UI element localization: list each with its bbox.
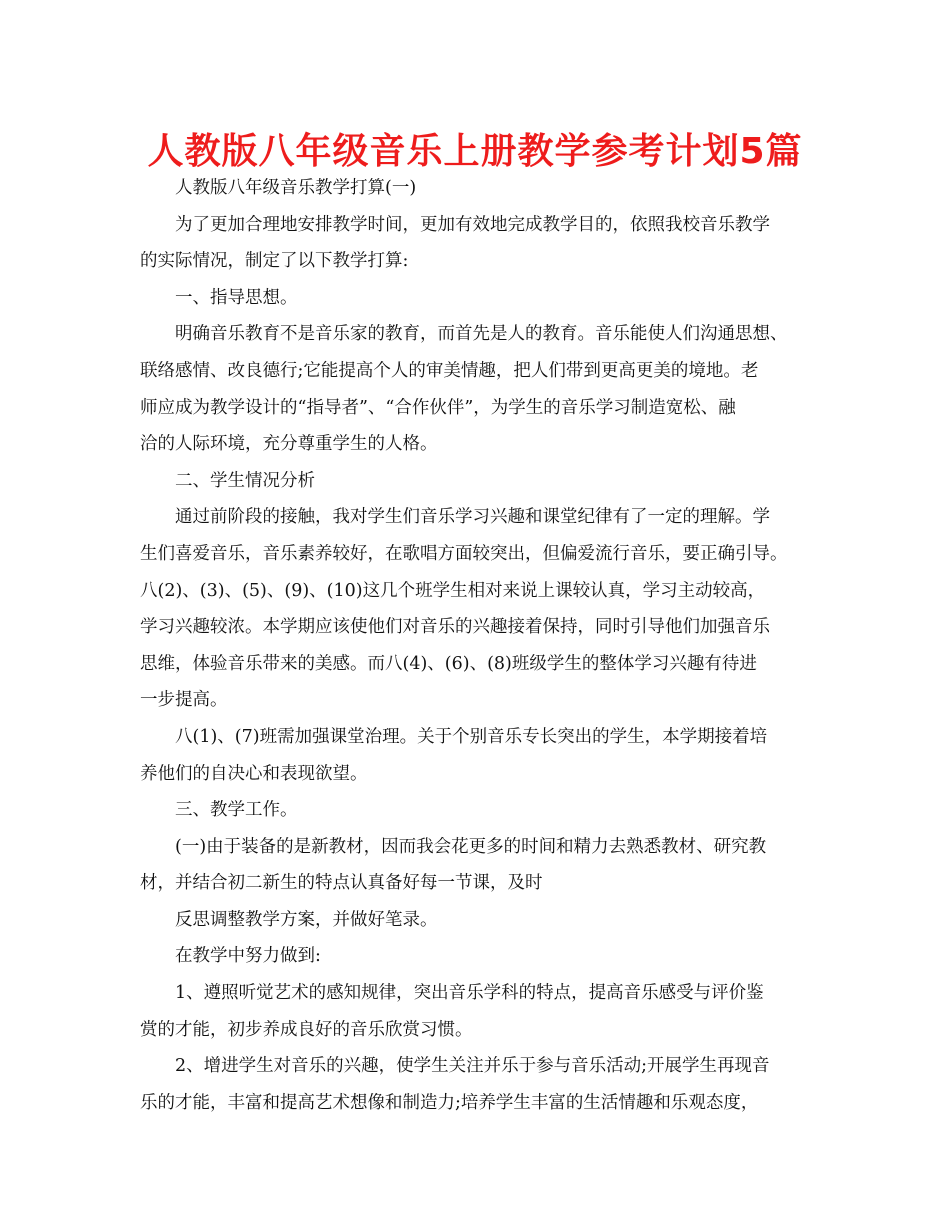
paragraph-line: 在教学中努力做到: — [175, 946, 321, 967]
paragraph-line: 联络感情、改良德行;它能提高个人的审美情趣，把人们带到更高更美的境地。老 — [140, 360, 759, 381]
paragraph-line: 三、教学工作。 — [175, 800, 298, 821]
paragraph-line: 生们喜爱音乐，音乐素养较好，在歌唱方面较突出，但偏爱流行音乐，要正确引导。 — [140, 543, 788, 564]
paragraph-line: 一、指导思想。 — [175, 287, 298, 308]
paragraph-line: 二、学生情况分析 — [175, 470, 315, 491]
paragraph-line: 为了更加合理地安排教学时间，更加有效地完成教学目的，依照我校音乐教学 — [175, 214, 770, 235]
paragraph-line: 洽的人际环境，充分尊重学生的人格。 — [140, 434, 438, 455]
paragraph-line: 通过前阶段的接触，我对学生们音乐学习兴趣和课堂纪律有了一定的理解。学 — [175, 507, 770, 528]
paragraph-line: 赏的才能，初步养成良好的音乐欣赏习惯。 — [140, 1019, 473, 1040]
paragraph-line: 反思调整教学方案，并做好笔录。 — [175, 909, 438, 930]
paragraph-line: 学习兴趣较浓。本学期应该使他们对音乐的兴趣接着保持，同时引导他们加强音乐 — [140, 617, 770, 638]
paragraph-line: 材，并结合初二新生的特点认真备好每一节课，及时 — [140, 873, 543, 894]
document-body — [140, 170, 816, 1121]
paragraph-line: 2、增进学生对音乐的兴趣，使学生关注并乐于参与音乐活动;开展学生再现音 — [175, 1056, 770, 1077]
paragraph-line: 人教版八年级音乐教学打算(一) — [175, 178, 417, 198]
paragraph-line: (一)由于装备的是新教材，因而我会花更多的时间和精力去熟悉教材、研究教 — [175, 836, 767, 857]
paragraph-line: 养他们的自决心和表现欲望。 — [140, 763, 368, 784]
paragraph-line: 一步提高。 — [140, 690, 228, 711]
paragraph-line: 乐的才能，丰富和提高艺术想像和制造力;培养学生丰富的生活情趣和乐观态度， — [140, 1092, 759, 1113]
paragraph-line: 1、遵照听觉艺术的感知规律，突出音乐学科的特点，提高音乐感受与评价鉴 — [175, 983, 764, 1004]
paragraph-line: 的实际情况，制定了以下教学打算: — [140, 251, 409, 272]
document-title: 人教版八年级音乐上册教学参考计划5篇 — [147, 131, 803, 172]
paragraph-line: 八(2)、(3)、(5)、(9)、(10)这几个班学生相对来说上课较认真，学习主动较高， — [140, 580, 766, 601]
paragraph-line: 思维，体验音乐带来的美感。而八(4)、(6)、(8)班级学生的整体学习兴趣有待进 — [140, 653, 757, 674]
paragraph-line: 八(1)、(7)班需加强课堂治理。关于个别音乐专长突出的学生，本学期接着培 — [175, 726, 768, 747]
paragraph-line: 明确音乐教育不是音乐家的教育，而首先是人的教育。音乐能使人们沟通思想、 — [175, 324, 788, 345]
paragraph-line: 师应成为教学设计的“指导者”、“合作伙伴”，为学生的音乐学习制造宽松、融 — [140, 397, 736, 418]
